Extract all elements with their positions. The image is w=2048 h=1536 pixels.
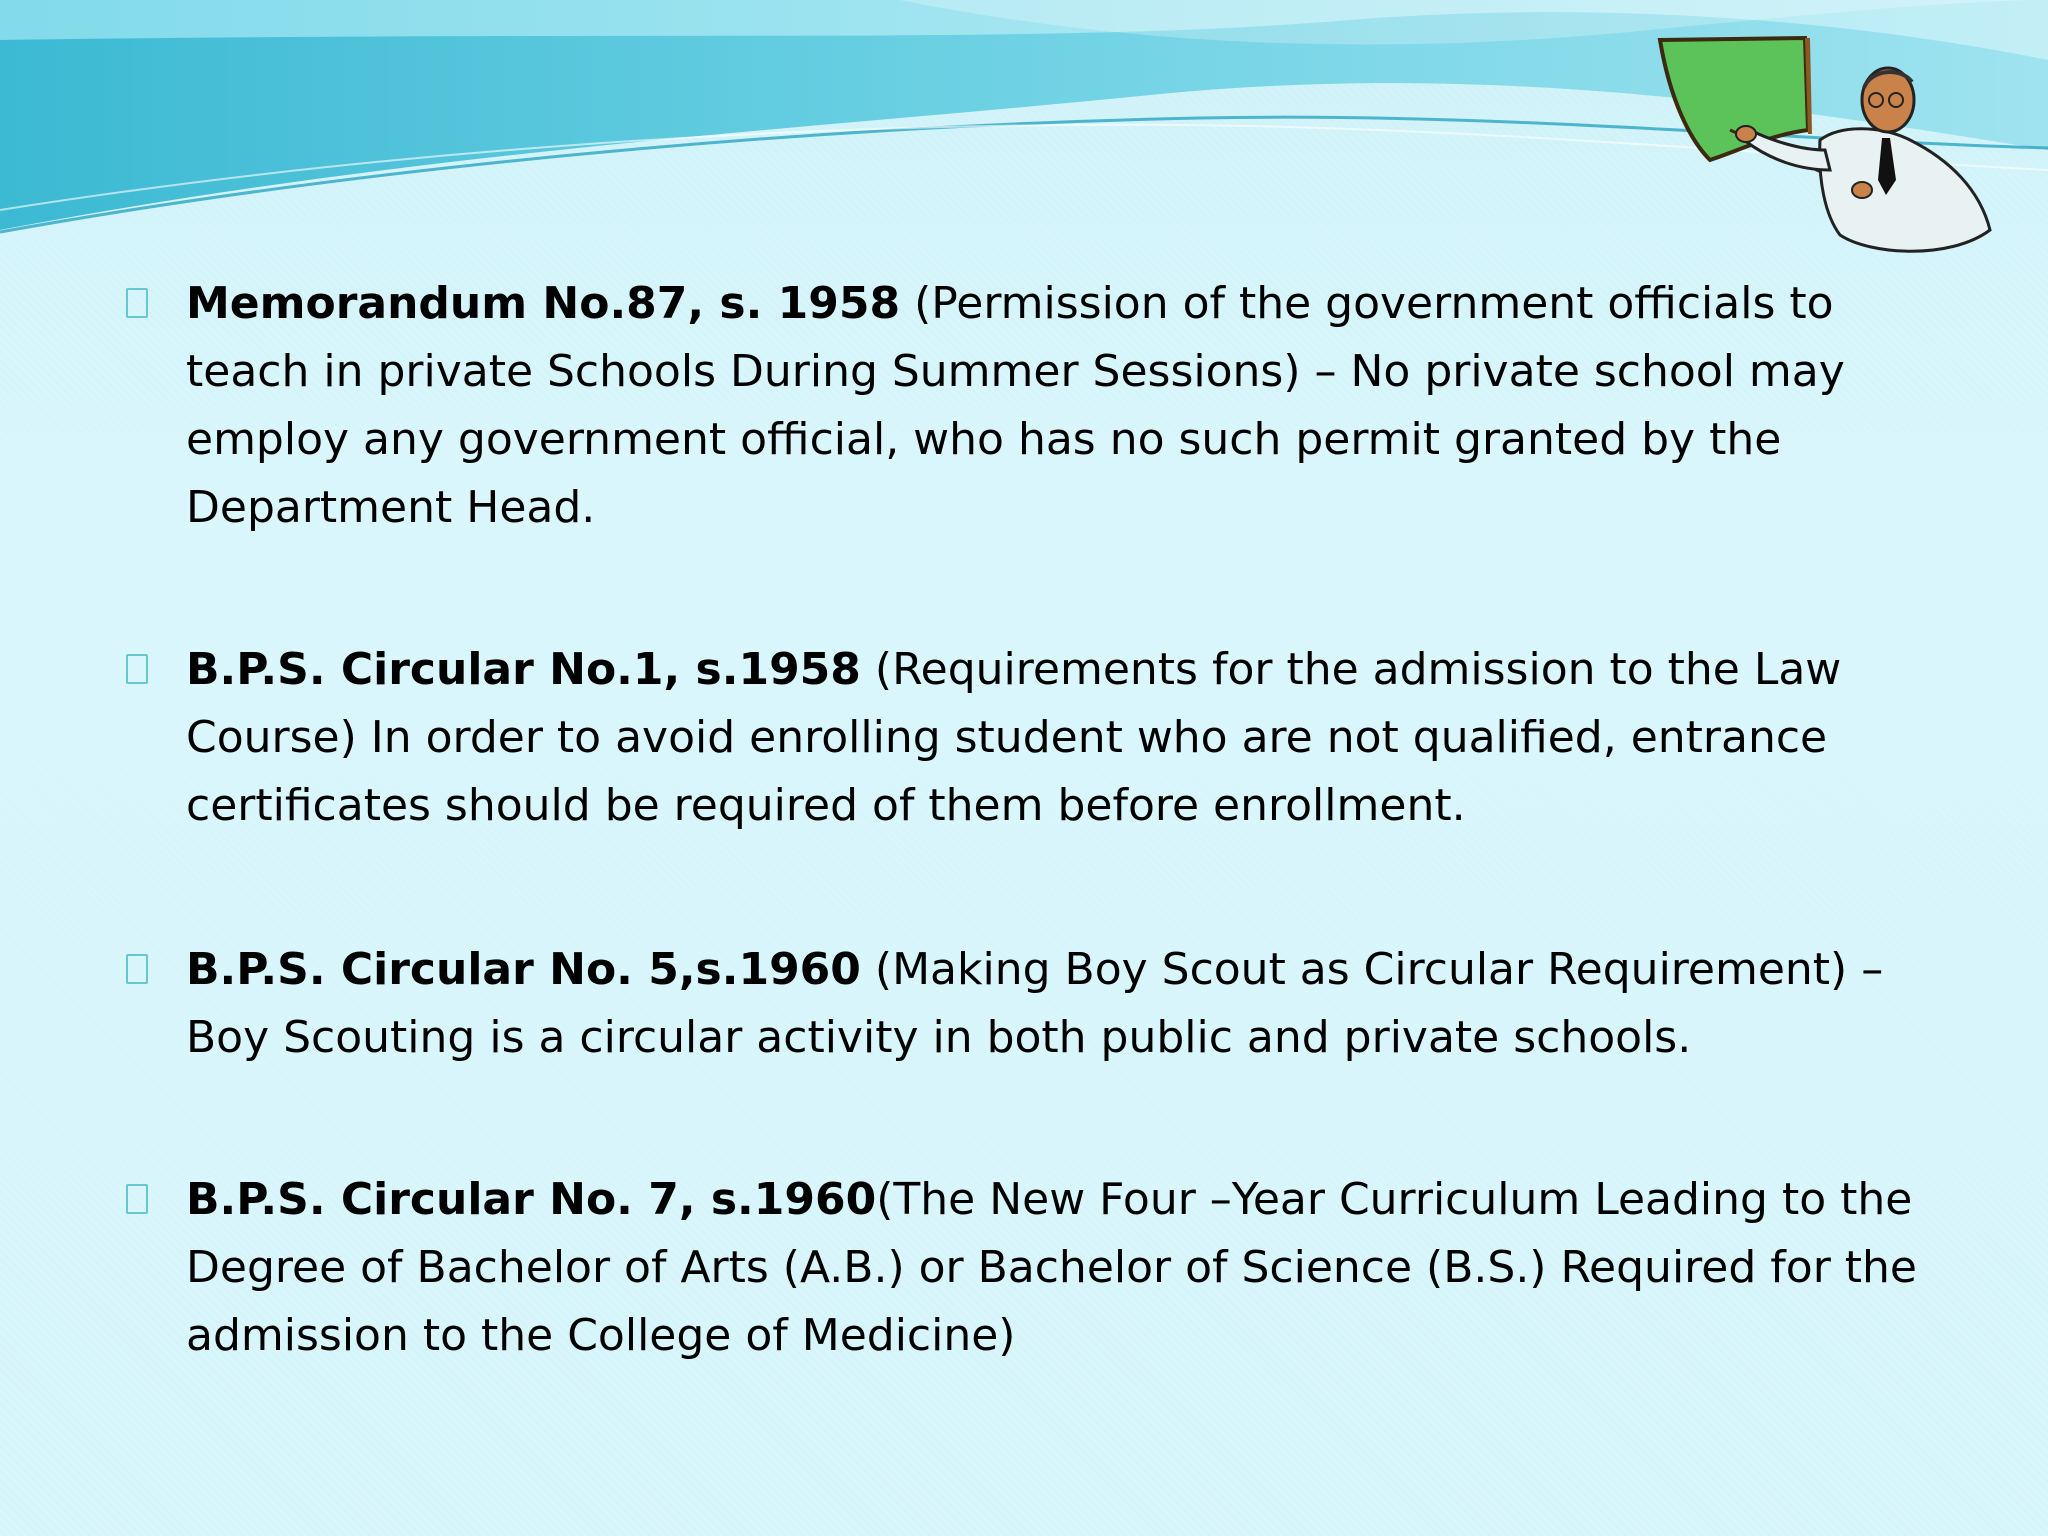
list-item <box>120 936 1940 1072</box>
item-body: (Requirements for the admission to the Law Course) In order to avoid enrolling student who are not qualified, entrance certificates should be required of them before enrollment. <box>186 644 1842 831</box>
item-body: (Making Boy Scout as Circular Requirement) – Boy Scouting is a circular activity in both public and private schools. <box>186 944 1884 1063</box>
list-item <box>120 270 1940 542</box>
square-bullet-icon <box>126 288 148 318</box>
teacher-pointing-board-icon <box>1650 30 2020 260</box>
list-item <box>120 636 1940 840</box>
item-lead: B.P.S. Circular No.1, s.1958 <box>186 644 861 695</box>
item-lead: B.P.S. Circular No. 7, s.1960 <box>186 1174 877 1225</box>
square-bullet-icon <box>126 654 148 684</box>
list-item <box>120 1166 1940 1370</box>
item-lead: B.P.S. Circular No. 5,s.1960 <box>186 944 861 995</box>
square-bullet-icon <box>126 954 148 984</box>
item-body: (Permission of the government officials to teach in private Schools During Summer Sessions) – No private school may employ any government official, who has no such permit granted by the Department Head. <box>186 278 1845 533</box>
square-bullet-icon <box>126 1184 148 1214</box>
item-body: (The New Four –Year Curriculum Leading to the Degree of Bachelor of Arts (A.B.) or Bachelor of Science (B.S.) Required for the admission to the College of Medicine) <box>186 1174 1917 1361</box>
item-lead: Memorandum No.87, s. 1958 <box>186 278 901 329</box>
bullet-list <box>120 270 1940 1370</box>
